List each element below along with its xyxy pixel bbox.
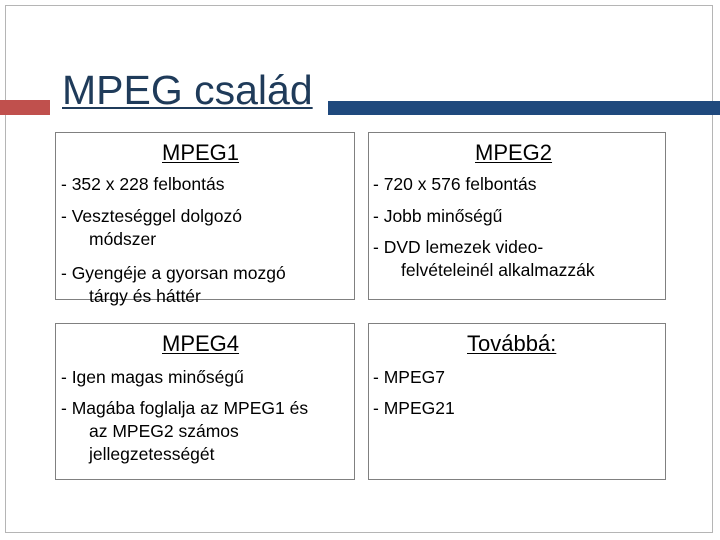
item-text: - MPEG7 [373,367,445,387]
item-text-cont: felvételeinél alkalmazzák [401,260,595,280]
item-text: - MPEG21 [373,398,455,418]
mpeg1-item-weakness [61,262,286,308]
mpeg1-box [55,132,355,306]
mpeg1-heading: MPEG1 [162,140,240,165]
title-accent-bar-red [0,100,50,115]
mpeg4-heading: MPEG4 [162,331,240,356]
item-text-cont: az MPEG2 számos [89,421,239,441]
title-accent-bar-blue [328,101,720,115]
item-text-cont: tárgy és háttér [89,286,201,306]
mpeg2-box [368,132,666,300]
mpeg4-item-quality [61,366,244,389]
slide-title: MPEG család [62,67,313,113]
tovabba-heading: Továbbá: [467,331,557,356]
item-text: - Igen magas minőségű [61,367,244,387]
mpeg1-item-lossy [61,205,242,251]
item-text: - 352 x 228 felbontás [61,174,225,194]
item-text-cont: módszer [89,229,157,249]
mpeg4-item-includes [61,397,308,466]
mpeg4-box [55,323,355,480]
mpeg1-item-resolution [61,173,224,196]
mpeg2-item-resolution [373,173,536,196]
tovabba-box [368,323,666,480]
item-text: - Veszteséggel dolgozó [61,206,242,226]
tovabba-item-mpeg21 [373,397,455,420]
mpeg2-item-quality [373,205,502,228]
item-text: - Jobb minőségű [373,206,503,226]
item-text: - Gyengéje a gyorsan mozgó [61,263,286,283]
mpeg2-heading: MPEG2 [475,140,553,165]
tovabba-item-mpeg7 [373,366,445,389]
item-text: - 720 x 576 felbontás [373,174,537,194]
item-text-cont: jellegzetességét [89,444,215,464]
item-text: - Magába foglalja az MPEG1 és [61,398,309,418]
item-text: - DVD lemezek video- [373,237,544,257]
mpeg2-item-dvd [373,236,595,282]
